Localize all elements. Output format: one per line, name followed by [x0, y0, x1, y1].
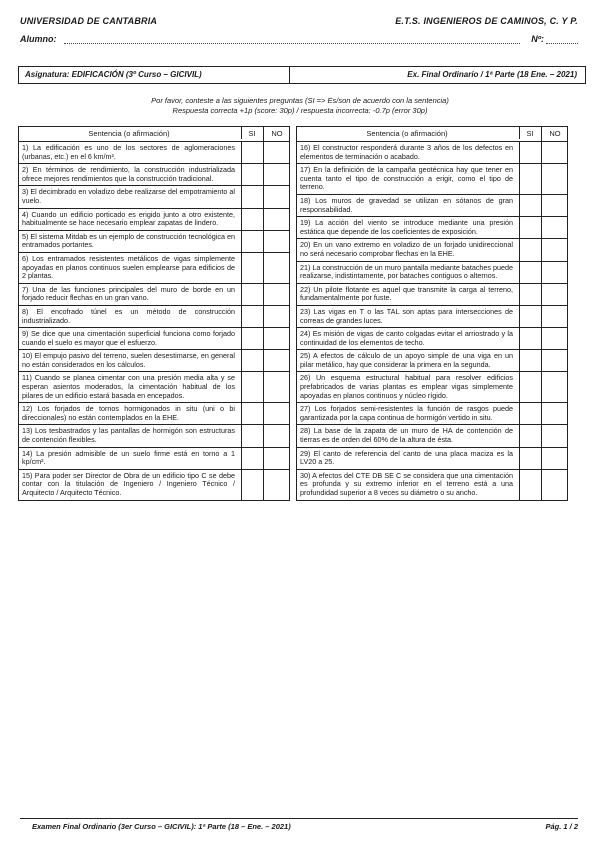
question-row	[296, 284, 568, 306]
answer-si-cell[interactable]	[241, 425, 242, 446]
question-text: 9) Se dice que una cimentación superficial funciona como forjado cuando el suelo es mayor que el esfuerzo.	[22, 329, 235, 347]
answer-no-cell[interactable]	[541, 142, 542, 163]
answer-no-cell[interactable]	[263, 209, 264, 230]
answer-no-cell[interactable]	[263, 328, 264, 349]
question-text: 7) Una de las funciones principales del muro de borde en un forjado reducir flechas en un gran vano.	[22, 284, 235, 303]
question-row	[18, 328, 290, 350]
question-row	[18, 209, 290, 231]
answer-no-cell[interactable]	[263, 425, 264, 446]
instructions-line-1: Por favor, conteste a las siguientes preguntas (SI => Es/son de acuerdo con la sentencia)	[151, 96, 449, 105]
answer-si-cell[interactable]	[241, 350, 242, 371]
subject-name: Asignatura: EDIFICACIÓN (3º Curso – GICIVIL)	[25, 70, 202, 79]
question-text: 10) El empujo pasivo del terreno, suelen desestimarse, en general no están considerados en los cálculos.	[22, 351, 235, 369]
question-text: 26) Un esquema estructural habitual para resolver edificios prefabricados de varias plantas es emplear vigas simplemente apoyadas en planos continuos y núcleo rígido.	[300, 373, 513, 400]
question-row	[296, 306, 568, 328]
question-row	[296, 142, 568, 164]
question-row	[296, 372, 568, 403]
answer-no-cell[interactable]	[541, 425, 542, 446]
answer-no-cell[interactable]	[263, 403, 264, 424]
answer-no-cell[interactable]	[541, 372, 542, 402]
question-text: 18) Los muros de gravedad se utilizan en sótanos de gran responsabilidad.	[300, 195, 513, 214]
question-text: 25) A efectos de cálculo de un apoyo simple de una viga en un pilar metálico, hay que considerar la primera en la segunda.	[300, 351, 513, 369]
page-number: Pág. 1 / 2	[545, 822, 578, 831]
answer-no-cell[interactable]	[541, 164, 542, 194]
column-header-si: SI	[519, 127, 540, 139]
student-name-field[interactable]	[64, 43, 520, 44]
question-text: 20) En un vano extremo en voladizo de un forjado unidireccional no será necesario comprobar flechas en la EHE.	[300, 240, 513, 258]
answer-si-cell[interactable]	[241, 231, 242, 252]
answer-si-cell[interactable]	[519, 164, 520, 194]
answer-no-cell[interactable]	[541, 239, 542, 260]
answer-si-cell[interactable]	[241, 306, 242, 327]
answer-si-cell[interactable]	[241, 253, 242, 283]
question-row	[18, 284, 290, 306]
answer-si-cell[interactable]	[241, 164, 242, 185]
answer-si-cell[interactable]	[519, 350, 520, 371]
column-header	[18, 126, 290, 142]
answer-no-cell[interactable]	[541, 306, 542, 327]
question-row	[18, 448, 290, 470]
question-text: 5) El sistema Mitdab es un ejemplo de construcción tecnológica en entramados portantes.	[22, 231, 235, 250]
question-row	[18, 372, 290, 403]
question-row	[296, 425, 568, 447]
answer-si-cell[interactable]	[241, 209, 242, 230]
answer-no-cell[interactable]	[263, 372, 264, 402]
column-header-no: NO	[263, 127, 290, 141]
question-row	[18, 231, 290, 253]
question-text: 19) La acción del viento se introduce mediante una presión estática que depende de los coeficientes de exposición.	[300, 218, 513, 236]
question-text: 11) Cuando se planea cimentar con una presión media alta y se esperan asientos moderados, la cimentación habitual de los pilares de un edificio estará basada en encepados.	[22, 373, 235, 400]
answer-si-cell[interactable]	[519, 372, 520, 402]
question-row	[296, 164, 568, 195]
question-row	[18, 306, 290, 328]
question-row	[296, 350, 568, 372]
school-name: E.T.S. INGENIEROS DE CAMINOS, C. Y P.	[395, 16, 578, 26]
answer-no-cell[interactable]	[263, 164, 264, 185]
question-text: 13) Los tesbastrados y las pantallas de hormigón son estructuras de contención flexibles.	[22, 426, 235, 445]
answer-no-cell[interactable]	[263, 350, 264, 371]
question-text: 6) Los entramados resistentes metálicos de vigas simplemente apoyadas en planos continuos suelen emplearse para edificios de 2 plantas.	[22, 253, 235, 281]
student-line	[20, 34, 580, 48]
question-row	[296, 448, 568, 470]
question-row	[296, 262, 568, 284]
answer-si-cell[interactable]	[241, 448, 242, 469]
question-row	[18, 164, 290, 186]
question-text: 15) Para poder ser Director de Obra de un edificio tipo C se debe contar con la titulación de Ingeniero / Ingeniero Técnico / Arquitecto / Arquitecto Técnico.	[22, 470, 235, 497]
question-text: 28) La base de la zapata de un muro de HA de contención de tierras es de orden del 60% de la altura de ésta.	[300, 426, 513, 445]
question-row	[296, 239, 568, 261]
subject-box	[18, 66, 586, 84]
question-text: 17) En la definición de la campaña geotécnica hay que tener en cuenta tanto el tipo de construcción a erigir, como el tipo de terreno.	[300, 165, 513, 192]
instructions-line-2: Respuesta correcta +1p (score: 30p) / respuesta incorrecta: -0.7p (error 30p)	[172, 106, 428, 115]
column-header-no: NO	[541, 127, 568, 141]
question-row	[18, 186, 290, 208]
answer-si-cell[interactable]	[519, 328, 520, 349]
footer-exam-title: Examen Final Ordinario (3er Curso – GICIVIL): 1ª Parte (18 – Ene. – 2021)	[32, 822, 291, 831]
question-text: 30) A efectos del CTE DB SE C se considera que una cimentación es profunda y su extremo inferior en el terreno está a una profundidad superior a 8 veces su diámetro o su ancho.	[300, 470, 513, 497]
question-text: 3) El decimbrado en voladizo debe realizarse del empotramiento al vuelo.	[22, 187, 235, 205]
answer-si-cell[interactable]	[519, 217, 520, 238]
answer-si-cell[interactable]	[519, 425, 520, 446]
question-text: 24) Es misión de vigas de canto colgadas evitar el arriostrado y la continuidad de los elementos de techo.	[300, 329, 513, 347]
question-row	[296, 328, 568, 350]
university-name: UNIVERSIDAD DE CANTABRIA	[20, 16, 158, 26]
question-text: 2) En términos de rendimiento, la construcción industrializada ofrece mejores rendimientos que la construcción tradicional.	[22, 165, 235, 183]
answer-no-cell[interactable]	[263, 186, 264, 207]
answer-si-cell[interactable]	[519, 262, 520, 283]
student-number-label: Nº:	[531, 34, 544, 44]
answer-no-cell[interactable]	[541, 470, 542, 500]
question-text: 16) El constructor responderá durante 3 años de los defectos en elementos de terminación o acabado.	[300, 143, 513, 161]
question-row	[18, 425, 290, 447]
answer-si-cell[interactable]	[519, 470, 520, 500]
question-text: 29) El canto de referencia del canto de una placa maciza es la LV20 a 25.	[300, 448, 513, 467]
question-text: 8) El encofrado túnel es un método de construcción industrializado.	[22, 306, 235, 325]
answer-no-cell[interactable]	[263, 253, 264, 283]
answer-no-cell[interactable]	[541, 284, 542, 305]
question-row	[18, 403, 290, 425]
answer-no-cell[interactable]	[263, 231, 264, 252]
column-header-statement: Sentencia (o afirmación)	[88, 129, 170, 138]
question-text: 12) Los forjados de tornos hormigonados in situ (uni o bi direccionales) no están contemplados en la EHE.	[22, 404, 235, 422]
column-header-si: SI	[241, 127, 262, 139]
answer-no-cell[interactable]	[541, 448, 542, 469]
question-text: 27) Los forjados semi-resistentes la función de rasgos puede garantizada por la capa continua de hormigón vertido in situ.	[300, 404, 513, 422]
column-header	[296, 126, 568, 142]
answer-no-cell[interactable]	[541, 217, 542, 238]
answer-no-cell[interactable]	[263, 284, 264, 305]
answer-si-cell[interactable]	[519, 403, 520, 424]
question-row	[18, 253, 290, 284]
answer-no-cell[interactable]	[263, 142, 264, 163]
answer-si-cell[interactable]	[241, 284, 242, 305]
answer-si-cell[interactable]	[519, 284, 520, 305]
answer-si-cell[interactable]	[241, 328, 242, 349]
answer-no-cell[interactable]	[541, 195, 542, 216]
question-text: 4) Cuando un edificio porticado es erigido junto a otro existente, habitualmente se hace necesario emplear zapatas de lindero.	[22, 209, 235, 228]
question-row	[296, 470, 568, 501]
answer-si-cell[interactable]	[241, 186, 242, 207]
question-row	[18, 142, 290, 164]
answer-si-cell[interactable]	[519, 448, 520, 469]
answer-si-cell[interactable]	[519, 306, 520, 327]
answer-si-cell[interactable]	[241, 470, 242, 500]
question-text: 23) Las vigas en T o las TAL son aptas para intersecciones de correas de grandes luces.	[300, 306, 513, 325]
answer-no-cell[interactable]	[541, 403, 542, 424]
student-number-field[interactable]	[546, 43, 578, 44]
answer-si-cell[interactable]	[519, 195, 520, 216]
question-text: 21) La construcción de un muro pantalla mediante bataches puede realizarse, indistintamente, por bataches contiguos o alternos.	[300, 262, 513, 281]
student-name-label: Alumno:	[20, 34, 57, 44]
question-text: 14) La presión admisible de un suelo firme está en torno a 1 kp/cm².	[22, 448, 235, 467]
question-text: 22) Un pilote flotante es aquel que transmite la carga al terreno, fundamentalmente por fuste.	[300, 284, 513, 303]
answer-si-cell[interactable]	[519, 142, 520, 163]
question-row	[296, 195, 568, 217]
question-row	[296, 217, 568, 239]
questions-column-right	[296, 126, 568, 501]
column-header-statement: Sentencia (o afirmación)	[366, 129, 448, 138]
question-row	[18, 350, 290, 372]
answer-no-cell[interactable]	[541, 350, 542, 371]
answer-si-cell[interactable]	[241, 372, 242, 402]
answer-si-cell[interactable]	[519, 239, 520, 260]
answer-no-cell[interactable]	[541, 328, 542, 349]
exam-info: Ex. Final Ordinario / 1ª Parte (18 Ene. – 2021)	[407, 70, 577, 79]
answer-si-cell[interactable]	[241, 403, 242, 424]
answer-no-cell[interactable]	[263, 306, 264, 327]
answer-no-cell[interactable]	[263, 448, 264, 469]
questions-column-left	[18, 126, 290, 501]
question-text: 1) La edificación es uno de los sectores de aglomeraciones (urbanas, etc.) en el 6 km/m².	[22, 143, 235, 161]
answer-no-cell[interactable]	[541, 262, 542, 283]
answer-si-cell[interactable]	[241, 142, 242, 163]
question-row	[18, 470, 290, 501]
question-row	[296, 403, 568, 425]
answer-no-cell[interactable]	[263, 470, 264, 500]
